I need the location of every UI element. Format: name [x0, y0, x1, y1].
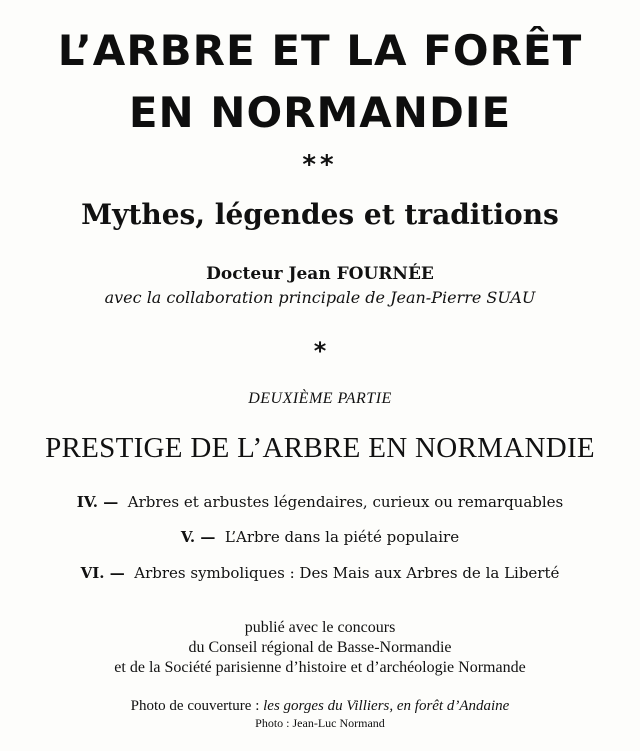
- chapter-item: [0, 564, 640, 582]
- publication-line-3: et de la Société parisienne d’histoire et d’archéologie Normande: [114, 659, 526, 676]
- cover-photo-caption: [0, 698, 640, 715]
- chapter-title: Arbres symboliques : Des Mais aux Arbres de la Liberté: [134, 564, 560, 582]
- chapter-item: [0, 528, 640, 546]
- part-label: DEUXIÈME PARTIE: [248, 390, 392, 407]
- book-subtitle: Mythes, légendes et traditions: [81, 198, 559, 231]
- photo-credit: Photo : Jean-Luc Normand: [255, 716, 385, 730]
- collaboration-note: avec la collaboration principale de Jean-Pierre SUAU: [104, 288, 536, 307]
- publication-line-1: publié avec le concours: [244, 619, 396, 636]
- volume-mark: **: [302, 150, 338, 180]
- cover-photo-description: les gorges du Villiers, en forêt d’Andaine: [263, 698, 510, 714]
- chapter-number: VI. —: [80, 564, 125, 582]
- chapter-title: Arbres et arbustes légendaires, curieux ou remarquables: [127, 493, 564, 511]
- author-name: Docteur Jean FOURNÉE: [206, 264, 434, 284]
- book-title-line-2: EN NORMANDIE: [128, 88, 512, 137]
- part-mark: *: [313, 337, 327, 365]
- book-title-line-1: L’ARBRE ET LA FORÊT: [57, 26, 583, 75]
- chapter-number: V. —: [180, 528, 216, 546]
- publication-line-2: du Conseil régional de Basse-Normandie: [188, 639, 452, 656]
- chapter-title: L’Arbre dans la piété populaire: [224, 528, 460, 546]
- chapter-item: [0, 493, 640, 511]
- cover-photo-label: Photo de couverture :: [130, 698, 260, 714]
- chapter-number: IV. —: [76, 493, 119, 511]
- part-title: PRESTIGE DE L’ARBRE EN NORMANDIE: [45, 432, 595, 464]
